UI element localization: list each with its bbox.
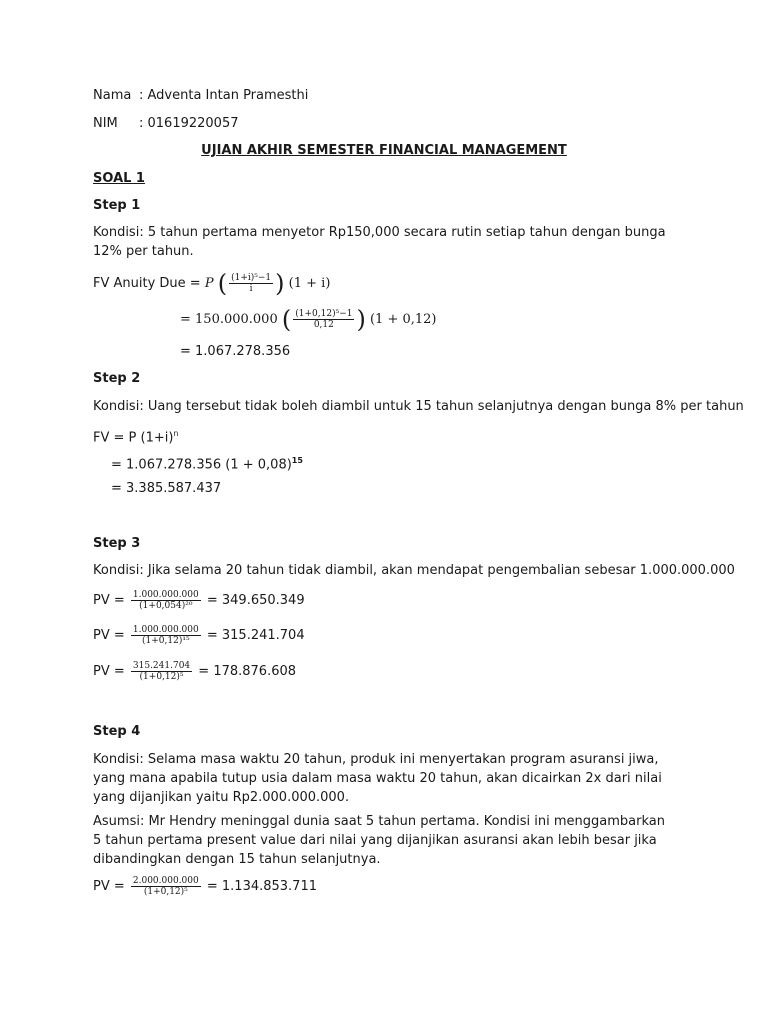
step2-line2-text: = 1.067.278.356 (1 + 0,08): [111, 457, 292, 473]
pv2-denominator: (1+0,12)¹⁵: [142, 636, 190, 646]
step4-heading: Step 4: [93, 724, 141, 739]
pv-formula-1: [93, 590, 305, 611]
pv3-fraction: [131, 661, 192, 682]
pv4-fraction: [131, 876, 201, 897]
pv1-fraction: [131, 590, 201, 611]
step1-heading: Step 1: [93, 198, 141, 213]
step3-kondisi: Kondisi: Jika selama 20 tahun tidak diambil, akan mendapat pengembalian sebesar 1.000.000.000: [93, 563, 735, 578]
nim-line: [93, 115, 239, 133]
document-title: UJIAN AKHIR SEMESTER FINANCIAL MANAGEMENT: [201, 143, 567, 158]
fv-sub-fraction: [293, 309, 354, 330]
pv3-numerator: 315.241.704: [132, 661, 191, 671]
step2-formula: [93, 425, 179, 447]
fv-fraction: [229, 273, 273, 294]
pv4-result: = 1.134.853.711: [202, 879, 317, 894]
step1-result: = 1.067.278.356: [180, 344, 291, 359]
pv2-fraction: [131, 625, 201, 646]
soal-heading: SOAL 1: [93, 171, 145, 186]
pv4-numerator: 2.000.000.000: [132, 876, 199, 886]
fv-fraction-numerator: (1+i)⁵−1: [231, 273, 272, 283]
pv-formula-4: [93, 876, 317, 897]
pv2-result: = 315.241.704: [202, 628, 305, 643]
fv-fraction-denominator: i: [249, 284, 253, 294]
fv-annuity-substitution: = 150.000.000 ( $\frac{\text{(1+0,12)⁵−1}}{0,12}$ ) (1 + 0,12): [180, 305, 437, 334]
pv3-result: = 178.876.608: [194, 664, 297, 679]
pv-formula-3: [93, 661, 296, 682]
pv3-denominator: (1+0,12)⁵: [139, 672, 184, 682]
pv2-numerator: 1.000.000.000: [132, 625, 199, 635]
pv1-numerator: 1.000.000.000: [132, 590, 199, 600]
fv-sub-numerator: (1+0,12)⁵−1: [295, 309, 353, 319]
nim-label: NIM: [93, 116, 118, 131]
pv1-label: PV =: [93, 593, 129, 608]
pv-formula-2: [93, 625, 305, 646]
pv1-result: = 349.650.349: [202, 593, 305, 608]
pv4-denominator: (1+0,12)⁵: [143, 887, 188, 897]
pv1-denominator: (1+0,054)²⁰: [139, 601, 193, 611]
step2-formula-text: FV = P (1+i): [93, 430, 174, 446]
pv4-label: PV =: [93, 879, 129, 894]
step2-heading: Step 2: [93, 371, 141, 386]
fv-sub-factor: (1 + 0,12): [369, 312, 437, 327]
step2-result: = 3.385.587.437: [111, 481, 222, 496]
pv3-label: PV =: [93, 664, 129, 679]
fv-sub-prefix: = 150.000.000: [180, 312, 278, 327]
step2-line2: [111, 452, 303, 474]
nim-value: : 01619220057: [139, 116, 239, 131]
name-label: Nama: [93, 88, 132, 103]
step3-heading: Step 3: [93, 536, 141, 551]
step4-asumsi: Asumsi: Mr Hendry meninggal dunia saat 5 tahun pertama. Kondisi ini menggambarkan 5 tahun pertama present value dari nilai yang dijanjikan asuransi akan lebih besar jika dibandingkan dengan 15 tahun selanjutnya.: [93, 814, 665, 867]
step2-kondisi: Kondisi: Uang tersebut tidak boleh diambil untuk 15 tahun selanjutnya dengan bunga 8% per tahun: [93, 399, 744, 414]
name-line: [93, 87, 308, 105]
name-value: : Adventa Intan Pramesthi: [139, 88, 309, 103]
step4-kondisi: Kondisi: Selama masa waktu 20 tahun, produk ini menyertakan program asuransi jiwa, yang mana apabila tutup usia dalam masa waktu 20 tahun, akan dicairkan 2x dari nilai yang dijanjikan yaitu Rp2.000.000.000.: [93, 752, 662, 805]
step1-kondisi: Kondisi: 5 tahun pertama menyetor Rp150,000 secara rutin setiap tahun dengan bunga 12% per tahun.: [93, 225, 666, 259]
fv-p-symbol: P: [204, 276, 214, 291]
step2-formula-exponent: n: [173, 429, 179, 438]
fv-annuity-formula: FV Anuity Due = P ( $\frac{\text{(1+i)⁵−1}}{i}$ ) (1 + i): [93, 269, 331, 298]
fv-label: FV Anuity Due =: [93, 276, 205, 291]
step2-line2-exponent: 15: [291, 456, 303, 465]
fv-sub-denominator: 0,12: [313, 320, 334, 330]
pv2-label: PV =: [93, 628, 129, 643]
fv-factor: (1 + i): [288, 276, 331, 291]
